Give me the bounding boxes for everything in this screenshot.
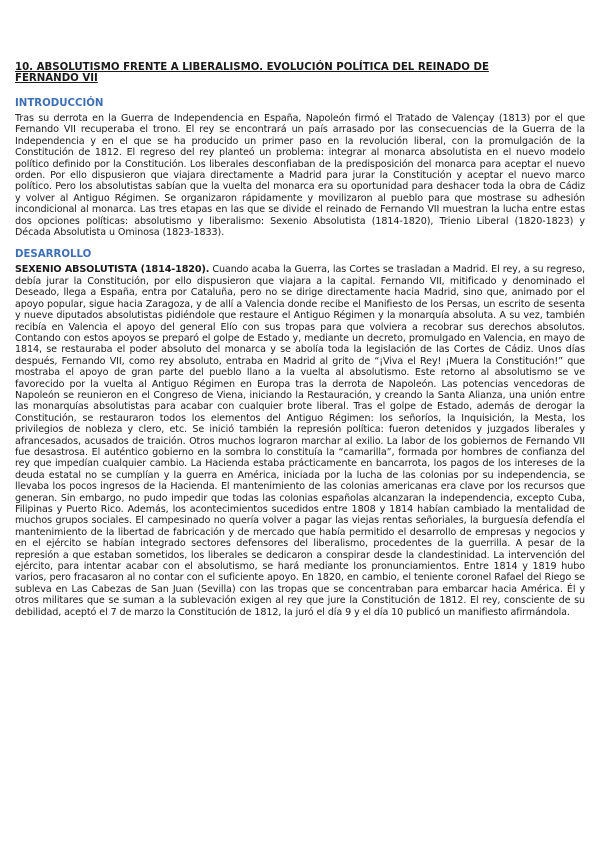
document-page <box>15 62 585 618</box>
development-heading: DESARROLLO <box>15 249 92 261</box>
document-title <box>15 62 585 84</box>
sexenio-lead: SEXENIO ABSOLUTISTA (1814-1820). <box>15 264 210 276</box>
title-line-2: FERNANDO VII <box>15 73 98 84</box>
development-body: Cuando acaba la Guerra, las Cortes se trasladan a Madrid. El rey, a su regreso, debía jurar la Constitución, por ello dispusieron que viajara a la capital. Fernando VII, mitificado y denominado el Deseado, llega a España, entra por Cataluña, pero no se dirige directamente hacia Madrid, sino que, animado por el apoyo popular, sigue hacia Zaragoza, y de allí a Valencia donde recibe el Manifiesto de los Persas, un escrito de sesenta y nueve diputados absolutistas pidiéndole que restaure el Antiguo Régimen y la monarquía absoluta. A su vez, también recibía en Valencia el apoyo del general Elío con sus tropas para que volviera a recobrar sus derechos absolutos. Contando con estos apoyos se preparó el golpe de Estado y, mediante un decreto, promulgado en Valencia, en mayo de 1814, se restauraba el poder absoluto del monarca y se abolía toda la legislación de las Cortes de Cádiz. Unos días después, Fernando VII, como rey absoluto, entraba en Madrid al grito de “¡Viva el Rey! ¡Muera la Constitución!” que mostraba el apoyo de gran parte del pueblo llano a la vuelta al absolutismo. Este retorno al absolutismo se ve favorecido por la vuelta al Antiguo Régimen en Europa tras la derrota de Napoleón. Las potencias vencedoras de Napoleón se reunieron en el Congreso de Viena, iniciando la Restauración, y creando la Santa Alianza, una unión entre las monarquías absolutistas para acabar con cualquier brote liberal. Tras el golpe de Estado, además de derogar la Constitución, se restauraron todos los elementos del Antiguo Régimen: los señoríos, la Inquisición, la Mesta, los privilegios de nobleza y clero, etc. Se inició también la represión política: fueron detenidos y juzgados liberales y afrancesados, acusados de traición. Otros muchos lograron marchar al exilio. La labor de los gobiernos de Fernando VII fue desastrosa. El auténtico gobierno en la sombra lo constituía la “camarilla”, formada por hombres de confianza del rey que impedían cualquier cambio. La Hacienda estaba prácticamente en bancarrota, los pagos de los intereses de la deuda estatal no se cumplían y la guerra en América, iniciada por la lucha de las colonias por su independencia, se llevaba los pocos ingresos de la Hacienda. El mantenimiento de las colonias americanas era clave por los recursos que generan. Sin embargo, no pudo impedir que todas las colonias españolas alcanzaran la independencia, excepto Cuba, Filipinas y Puerto Rico. Además, los acontecimientos sucedidos entre 1808 y 1814 habían cambiado la mentalidad de muchos grupos sociales. El campesinado no quería volver a pagar las viejas rentas señoriales, la burguesía defendía el mantenimiento de la libertad de fabricación y de mercado que había permitido el desarrollo de empresas y negocios y en el ejército se habían integrado sectores defensores del liberalismo, procedentes de la guerrilla. A pesar de la represión a que estaban sometidos, los liberales se dedicaron a conspirar desde la clandestinidad. La intervención del ejército, para intentar acabar con el absolutismo, se hará mediante los pronunciamientos. Entre 1814 y 1819 hubo varios, pero fracasaron al no contar con el suficiente apoyo. En 1820, en cambio, el teniente coronel Rafael del Riego se subleva en Las Cabezas de San Juan (Sevilla) con las tropas que se concentraban para embarcar hacia América. Él y otros militares que se suman a la sublevación exigen al rey que jure la Constitución de 1812. El rey, consciente de su debilidad, aceptó el 7 de marzo la Constitución de 1812, la juró el día 9 y el día 10 publicó un manifiesto afirmándola. <box>15 264 585 618</box>
intro-paragraph: Tras su derrota en la Guerra de Independencia en España, Napoleón firmó el Tratado de Valençay (1813) por el que Fernando VII recuperaba el trono. El rey se encontrará un país arrasado por las consecuencias de la Guerra de la Independencia y en el que se ha producido un primer paso en la revolución liberal, con la promulgación de la Constitución de 1812. El regreso del rey planteó un problema: integrar al monarca absolutista en el nuevo modelo político definido por la Constitución. Los liberales desconfiaban de la predisposición del monarca para aceptar el nuevo orden. Por ello dispusieron que viajara directamente a Madrid para jurar la Constitución y aceptar el nuevo marco político. Pero los absolutistas sabían que la vuelta del monarca era su oportunidad para deshacer toda la obra de Cádiz y volver al Antiguo Régimen. Se organizaron rápidamente y movilizaron al pueblo para que mostrase su adhesión incondicional al monarca. Las tres etapas en las que se divide el reinado de Fernando VII muestran la lucha entre estas dos opciones políticas: absolutismo y liberalismo: Sexenio Absolutista (1814-1820), Trienio Liberal (1820-1823) y Década Absolutista u Ominosa (1823-1833). <box>15 113 585 239</box>
title-line-1: 10. ABSOLUTISMO FRENTE A LIBERALISMO. EVOLUCIÓN POLÍTICA DEL REINADO DE <box>15 62 489 73</box>
development-paragraph <box>15 264 585 618</box>
intro-heading: INTRODUCCIÓN <box>15 98 104 109</box>
